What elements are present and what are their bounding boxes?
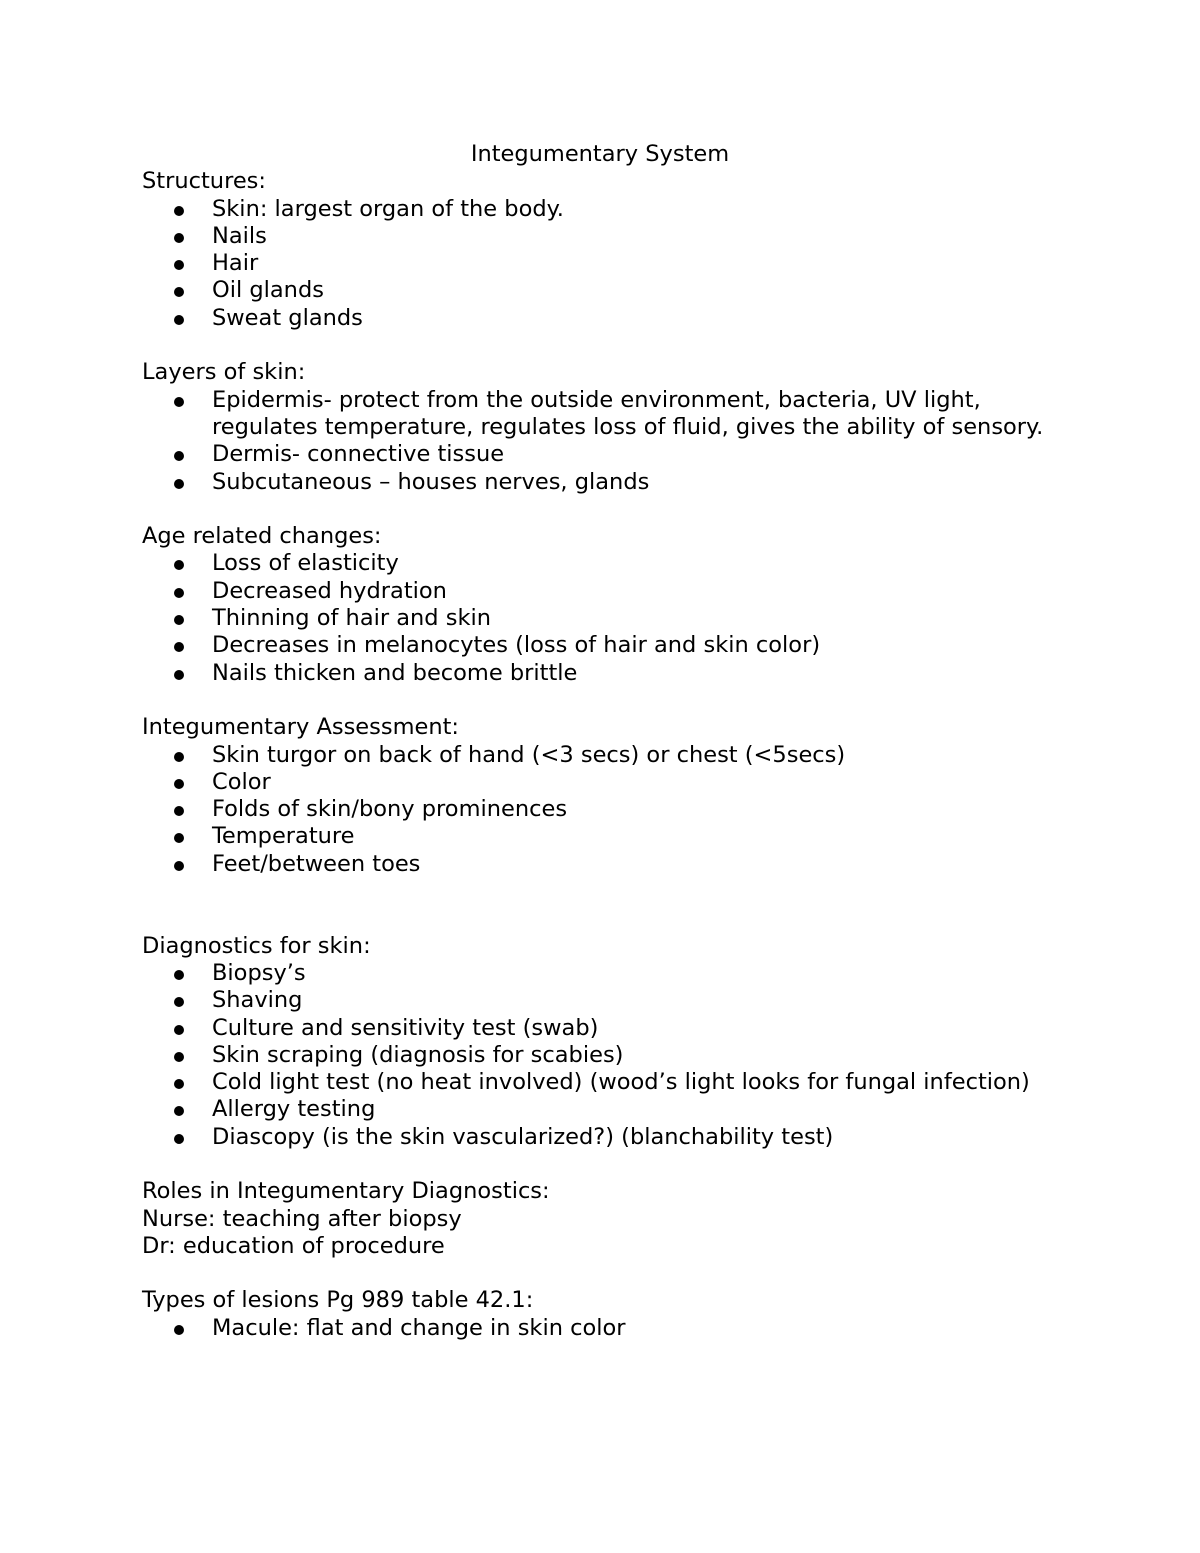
bullet-icon [174,861,184,871]
list-item: Hair [142,250,1058,277]
spacer [142,332,1058,359]
list-item: Nails [142,223,1058,250]
bullet-icon [174,752,184,762]
list-item: Diascopy (is the skin vascularized?) (blanchability test) [142,1124,1058,1151]
section-heading-age-changes: Age related changes: [142,523,382,550]
bullet-icon [174,1325,184,1335]
bullet-icon [174,615,184,625]
spacer [142,1260,1058,1287]
spacer [142,496,1058,523]
diagnostics-list [142,960,1058,1151]
list-item: Decreases in melanocytes (loss of hair and skin color) [142,632,1058,659]
list-item: Shaving [142,987,1058,1014]
bullet-icon [174,588,184,598]
document-page [142,141,1058,1342]
list-item: Dermis- connective tissue [142,441,1058,468]
list-item: Allergy testing [142,1096,1058,1123]
section-heading-structures: Structures: [142,168,266,195]
list-item: Culture and sensitivity test (swab) [142,1015,1058,1042]
list-item: Skin turgor on back of hand (<3 secs) or chest (<5secs) [142,742,1058,769]
list-item: Macule: flat and change in skin color [142,1315,1058,1342]
section-heading-lesions: Types of lesions Pg 989 table 42.1: [142,1287,534,1314]
role-line-doctor: Dr: education of procedure [142,1232,445,1259]
list-item: Loss of elasticity [142,550,1058,577]
bullet-icon [174,970,184,980]
structures-list [142,196,1058,332]
list-item: Feet/between toes [142,851,1058,878]
spacer [142,878,1058,933]
list-item: Skin: largest organ of the body. [142,196,1058,223]
document-title: Integumentary System [470,141,730,167]
list-item: Cold light test (no heat involved) (wood’s light looks for fungal infection) [142,1069,1058,1096]
section-heading-diagnostics: Diagnostics for skin: [142,932,371,959]
list-item: Oil glands [142,277,1058,304]
bullet-icon [174,806,184,816]
section-heading-roles: Roles in Integumentary Diagnostics: [142,1178,550,1205]
list-item: Skin scraping (diagnosis for scabies) [142,1042,1058,1069]
list-item: Subcutaneous – houses nerves, glands [142,469,1058,496]
list-item: Biopsy’s [142,960,1058,987]
bullet-icon [174,315,184,325]
bullet-icon [174,479,184,489]
bullet-icon [174,779,184,789]
bullet-icon [174,233,184,243]
bullet-icon [174,560,184,570]
list-item: Epidermis- protect from the outside environment, bacteria, UV light, regulates temperature, regulates loss of fluid, gives the ability of sensory. [142,387,1058,442]
list-item: Temperature [142,823,1058,850]
bullet-icon [174,670,184,680]
list-item: Thinning of hair and skin [142,605,1058,632]
bullet-icon [174,1052,184,1062]
bullet-icon [174,833,184,843]
list-item: Nails thicken and become brittle [142,660,1058,687]
list-item: Folds of skin/bony prominences [142,796,1058,823]
lesions-list [142,1315,1058,1342]
list-item: Sweat glands [142,305,1058,332]
bullet-icon [174,997,184,1007]
section-heading-assessment: Integumentary Assessment: [142,714,459,741]
bullet-icon [174,260,184,270]
age-changes-list [142,550,1058,686]
list-item: Color [142,769,1058,796]
bullet-icon [174,1025,184,1035]
role-line-nurse: Nurse: teaching after biopsy [142,1205,462,1232]
bullet-icon [174,397,184,407]
bullet-icon [174,287,184,297]
bullet-icon [174,1079,184,1089]
assessment-list [142,742,1058,878]
spacer [142,687,1058,714]
layers-list [142,387,1058,496]
bullet-icon [174,206,184,216]
list-item: Decreased hydration [142,578,1058,605]
bullet-icon [174,451,184,461]
bullet-icon [174,1134,184,1144]
section-heading-layers: Layers of skin: [142,359,306,386]
bullet-icon [174,642,184,652]
spacer [142,1151,1058,1178]
bullet-icon [174,1106,184,1116]
